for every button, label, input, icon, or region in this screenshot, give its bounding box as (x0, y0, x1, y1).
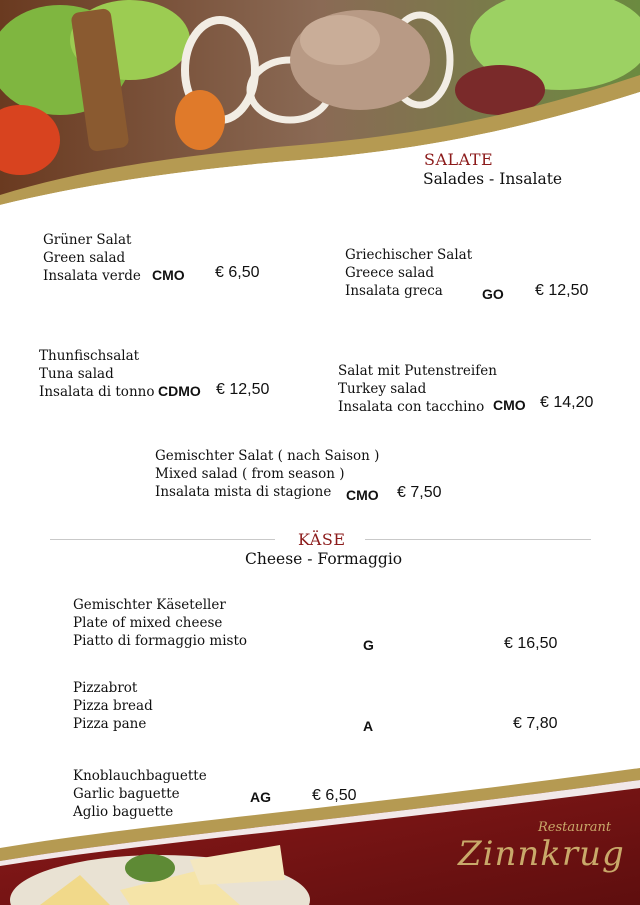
menu-item-tuna-salad (39, 347, 154, 401)
allergen-code: CMO (346, 487, 379, 503)
item-price: € 12,50 (535, 282, 589, 299)
item-name-de: Knoblauchbaguette (73, 768, 207, 784)
menu-item-turkey-salad (338, 362, 497, 416)
item-name-de: Salat mit Putenstreifen (338, 363, 497, 379)
item-name-it: Insalata greca (345, 283, 443, 299)
item-name-de: Grüner Salat (43, 232, 132, 248)
kaese-subtitle: Cheese - Formaggio (245, 550, 403, 568)
item-name-de: Griechischer Salat (345, 247, 473, 263)
item-name-en: Pizza bread (73, 698, 153, 714)
allergen-code: CMO (493, 397, 526, 413)
item-name-de: Gemischter Käseteller (73, 597, 226, 613)
item-name-en: Turkey salad (338, 381, 427, 397)
allergen-code: CMO (152, 267, 185, 283)
divider-left (50, 539, 275, 540)
restaurant-logo (458, 820, 623, 890)
logo-zinnkrug-text: Zinnkrug (458, 834, 625, 874)
menu-item-greek-salad (345, 246, 472, 300)
item-name-it: Aglio baguette (73, 804, 174, 820)
item-name-en: Mixed salad ( from season ) (155, 466, 345, 482)
logo-restaurant-text: Restaurant (538, 820, 612, 835)
item-price: € 6,50 (312, 787, 357, 804)
item-name-de: Thunfischsalat (39, 348, 140, 364)
item-name-it: Pizza pane (73, 716, 147, 732)
item-name-de: Gemischter Salat ( nach Saison ) (155, 448, 380, 464)
menu-item-pizza-bread (73, 679, 153, 733)
menu-item-cheese-plate (73, 596, 247, 650)
allergen-code: CDMO (158, 383, 201, 399)
item-name-it: Insalata verde (43, 268, 141, 284)
item-name-en: Garlic baguette (73, 786, 180, 802)
item-price: € 14,20 (540, 394, 594, 411)
divider-right (365, 539, 591, 540)
menu-item-green-salad (43, 231, 141, 285)
salate-title: SALATE (424, 150, 494, 169)
allergen-code: A (363, 718, 374, 734)
item-name-en: Greece salad (345, 265, 435, 281)
allergen-code: GO (482, 286, 504, 302)
item-name-it: Insalata mista di stagione (155, 484, 332, 500)
allergen-code: G (363, 637, 374, 653)
item-price: € 7,80 (513, 715, 558, 732)
item-price: € 7,50 (397, 484, 442, 501)
item-name-en: Green salad (43, 250, 126, 266)
kaese-title: KÄSE (298, 530, 346, 549)
item-price: € 16,50 (504, 635, 558, 652)
item-name-it: Insalata di tonno (39, 384, 155, 400)
item-name-de: Pizzabrot (73, 680, 138, 696)
item-name-en: Tuna salad (39, 366, 114, 382)
item-price: € 6,50 (215, 264, 260, 281)
item-name-en: Plate of mixed cheese (73, 615, 223, 631)
allergen-code: AG (250, 789, 271, 805)
salate-subtitle: Salades - Insalate (423, 170, 563, 188)
item-name-it: Piatto di formaggio misto (73, 633, 248, 649)
item-name-it: Insalata con tacchino (338, 399, 485, 415)
item-price: € 12,50 (216, 381, 270, 398)
